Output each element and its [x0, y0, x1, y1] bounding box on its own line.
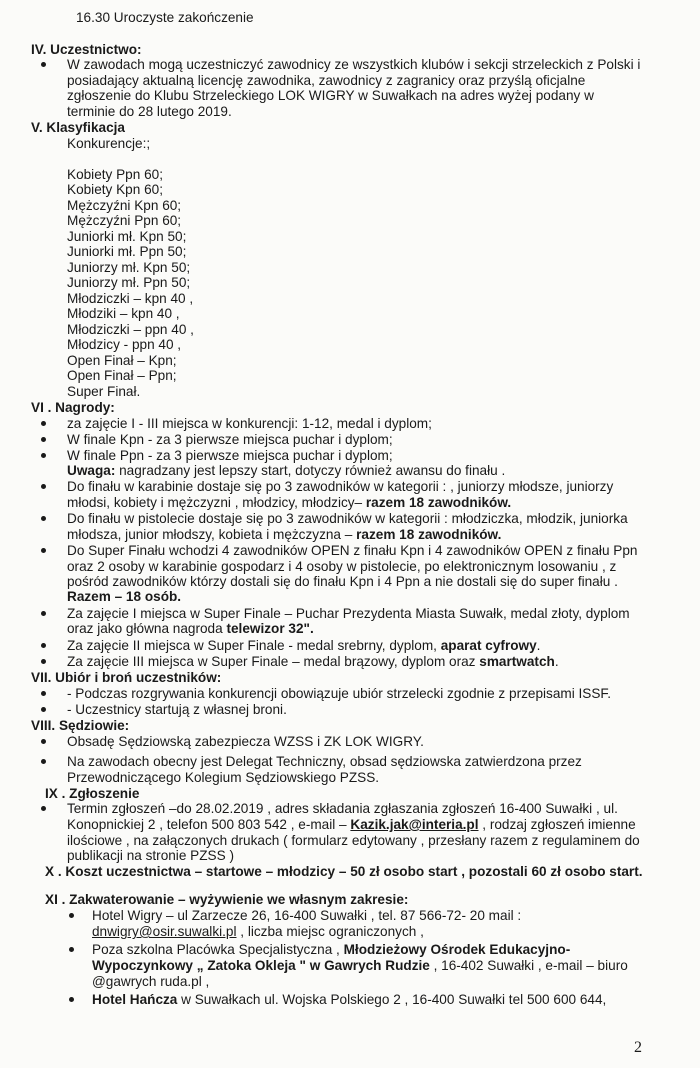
- bullet: [41, 659, 46, 664]
- award-line: oraz 2 osoby w karabinie gospodarz i 4 osoby w pistolecie, po elektronicznym losowaniu , z: [67, 559, 617, 574]
- competition-item: Kobiety Kpn 60;: [67, 182, 163, 197]
- text: młodsi, kobiety i mężczyzni , młodzicy, młodzicy–: [67, 495, 366, 510]
- section-iv-line: posiadający aktualną licencję zawodnika, zawodnicy z zagranicy oraz przyślą oficjalne: [67, 73, 586, 88]
- section-viii-heading: VIII. Sędziowie:: [31, 718, 130, 733]
- bullet: [41, 62, 46, 67]
- bullet: [41, 516, 46, 521]
- lodging-line: Hotel Wigry – ul Zarzecze 26, 16-400 Suwałki , tel. 87 566-72- 20 mail :: [92, 908, 522, 923]
- bullet: [41, 453, 46, 458]
- award-line: W finale Kpn - za 3 pierwsze miejsca puchar i dyplom;: [67, 432, 393, 447]
- text: Konopnickiej 2 , telefon 500 803 542 , e-mail –: [67, 817, 351, 832]
- bold-text: razem 18 zawodników.: [365, 495, 512, 510]
- judges-line: Przewodniczącego Kolegium Sędziowskiego PZSS.: [67, 770, 380, 785]
- email-link[interactable]: dnwigry@osir.suwalki.pl: [92, 924, 237, 939]
- text: , liczba miejsc ograniczonych ,: [236, 924, 424, 939]
- lodging-line: @gawrych ruda.pl ,: [92, 974, 210, 989]
- text: Poza szkolna Placówka Specjalistyczna ,: [92, 942, 344, 957]
- registration-line: ilościowe , na załączonych drukach ( formularz edytowany , przesłany razem z regulaminem do: [67, 833, 640, 848]
- award-line: Do finału w karabinie dostaje się po 3 zawodników w kategorii : , juniorzy młodsze, juniorzy: [67, 479, 614, 494]
- section-v-heading: V. Klasyfikacja: [31, 120, 125, 135]
- lodging-line: [92, 924, 424, 940]
- bullet: [41, 437, 46, 442]
- text: .: [554, 654, 559, 669]
- bullet: [41, 759, 46, 764]
- competition-item: Młodziczki – kpn 40 ,: [67, 291, 194, 306]
- bold-text: aparat cyfrowy: [440, 638, 537, 653]
- section-iv-line: zgłoszenie do Klubu Strzeleckiego LOK WIGRY w Suwałkach na adres wyżej podany w: [67, 88, 594, 103]
- award-line: Do finału w pistolecie dostaje się po 3 zawodników w kategorii : młodziczka, młodzik, juniorka: [67, 511, 628, 526]
- bullet: [41, 806, 46, 811]
- text: młodsza, junior młodszy, kobieta i mężczyzna –: [67, 527, 357, 542]
- section-ix-heading: IX . Zgłoszenie: [45, 786, 140, 801]
- competition-item: Młodziki – kpn 40 ,: [67, 306, 180, 321]
- bullet: [41, 643, 46, 648]
- bullet: [41, 739, 46, 744]
- bullet: [41, 611, 46, 616]
- bullet: [69, 997, 74, 1002]
- competition-item: Open Finał – Ppn;: [67, 368, 177, 383]
- section-iv-line: terminie do 28 lutego 2019.: [67, 104, 232, 119]
- judges-line: Obsadę Sędziowską zabezpiecza WZSS i ZK LOK WIGRY.: [67, 734, 424, 749]
- award-line: Za zajęcie I miejsca w Super Finale – Puchar Prezydenta Miasta Suwałk, medal złoty, dyplom: [67, 606, 630, 621]
- lodging-line: [92, 942, 570, 958]
- section-iv-heading: IV. Uczestnictwo:: [31, 42, 142, 57]
- bold-text: razem 18 zawodników.: [356, 527, 502, 542]
- competition-item: Kobiety Ppn 60;: [67, 167, 163, 182]
- registration-line: [67, 817, 636, 833]
- award-line: pośród zawodników którzy dostali się do finału Kpn i 4 Ppn a nie dostali się do super finału .: [67, 574, 618, 589]
- attire-line: - Uczestnicy startują z własnej broni.: [67, 702, 287, 717]
- award-line: [67, 495, 511, 511]
- award-line: za zajęcie I - III miejsca w konkurencji: 1-12, medal i dyplom;: [67, 416, 432, 431]
- award-line: [67, 621, 314, 637]
- bullet: [41, 707, 46, 712]
- registration-line: Termin zgłoszeń –do 28.02.2019 , adres składania zgłaszania zgłoszeń 16-400 Suwałki , ul.: [67, 801, 618, 816]
- bullet: [41, 421, 46, 426]
- bullet: [69, 913, 74, 918]
- section-x-heading: X . Koszt uczestnictwa – startowe – młodzicy – 50 zł osobo start , pozostali 60 zł osobo start.: [45, 864, 643, 879]
- lodging-line: [92, 992, 606, 1008]
- award-line: W finale Ppn - za 3 pierwsze miejsca puchar i dyplom;: [67, 448, 393, 463]
- lodging-line: [92, 958, 628, 974]
- section-xi-heading: XI . Zakwaterowanie – wyżywienie we własnym zakresie:: [45, 892, 409, 907]
- note-label: Uwaga:: [67, 463, 116, 478]
- schedule-closing-line: 16.30 Uroczyste zakończenie: [76, 10, 254, 25]
- attire-line: - Podczas rozgrywania konkurencji obowiązuje ubiór strzelecki zgodnie z przepisami ISSF.: [67, 686, 611, 701]
- award-line: Razem – 18 osób.: [67, 589, 182, 604]
- competition-item: Juniorki mł. Ppn 50;: [67, 244, 187, 259]
- award-line: Do Super Finału wchodzi 4 zawodników OPEN z finału Kpn i 4 zawodników OPEN z finału Ppn: [67, 543, 638, 558]
- bold-text: telewizor 32".: [226, 621, 314, 636]
- competitions-intro: Konkurencje:;: [67, 136, 151, 151]
- award-note: [67, 463, 505, 479]
- bold-text: Wypoczynkowy „ Zatoka Okleja " w Gawrych Rudzie: [92, 958, 430, 973]
- competition-item: Mężczyźni Kpn 60;: [67, 198, 182, 213]
- section-vi-heading: VI . Nagrody:: [31, 400, 115, 415]
- competition-item: Juniorzy mł. Kpn 50;: [67, 260, 191, 275]
- bold-text: smartwatch: [479, 654, 555, 669]
- text: , rodzaj zgłoszeń imienne: [478, 817, 636, 832]
- bullet: [41, 484, 46, 489]
- email-link[interactable]: Kazik.jak@interia.pl: [350, 817, 479, 832]
- competition-item: Juniorzy mł. Ppn 50;: [67, 275, 191, 290]
- competition-item: Mężczyźni Ppn 60;: [67, 213, 182, 228]
- competition-item: Super Finał.: [67, 384, 141, 399]
- text: w Suwałkach ul. Wojska Polskiego 2 , 16-400 Suwałki tel 500 600 644,: [177, 992, 607, 1007]
- judges-line: Na zawodach obecny jest Delegat Techniczny, obsad sędziowska zatwierdzona przez: [67, 754, 582, 769]
- text: oraz jako główna nagroda: [67, 621, 227, 636]
- award-line: [67, 638, 540, 654]
- bold-text: Młodzieżowy Ośrodek Edukacyjno-: [343, 942, 571, 957]
- section-iv-line: W zawodach mogą uczestniczyć zawodnicy ze wszystkich klubów i sekcji strzeleckich z Polski i: [67, 57, 641, 72]
- text: Za zajęcie III miejsca w Super Finale – medal brązowy, dyplom oraz: [67, 654, 480, 669]
- page-number: 2: [634, 1039, 642, 1056]
- note-text: nagradzany jest lepszy start, dotyczy również awansu do finału .: [115, 463, 506, 478]
- text: Za zajęcie II miejsca w Super Finale - medal srebrny, dyplom,: [67, 638, 441, 653]
- text: .: [536, 638, 541, 653]
- award-line: [67, 654, 559, 670]
- bold-text: Hotel Hańcza: [92, 992, 178, 1007]
- bullet: [41, 691, 46, 696]
- text: , 16-402 Suwałki , e-mail – biuro: [429, 958, 628, 973]
- registration-line: publikacji na stronie PZSS ): [67, 848, 234, 863]
- bullet: [69, 947, 74, 952]
- competition-item: Open Finał – Kpn;: [67, 353, 177, 368]
- section-vii-heading: VII. Ubiór i broń uczestników:: [31, 670, 222, 685]
- competition-item: Juniorki mł. Kpn 50;: [67, 229, 187, 244]
- award-line: [67, 527, 501, 543]
- bullet: [41, 548, 46, 553]
- competition-item: Młodzicy - ppn 40 ,: [67, 337, 182, 352]
- competition-item: Młodziczki – ppn 40 ,: [67, 322, 194, 337]
